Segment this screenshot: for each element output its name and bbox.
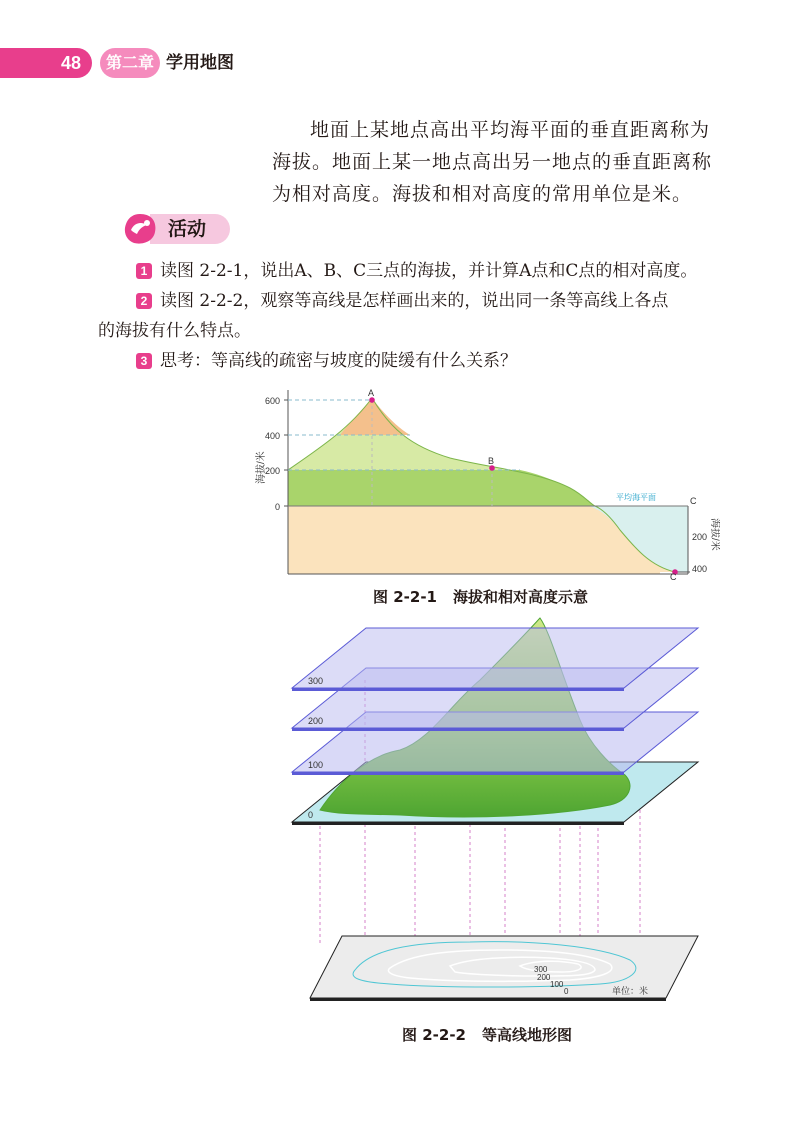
plane-200-edge <box>292 728 624 731</box>
point-c-label: C <box>670 572 677 580</box>
tick-label-400: 400 <box>264 431 280 441</box>
plane-100-edge <box>292 772 624 775</box>
header-accent-bar <box>0 48 50 78</box>
activity-label: 活动 <box>168 218 207 240</box>
intro-paragraph: 地面上某地点高出平均海平面的垂直距离称为海拔。地面上某一地点高出另一地点的垂直距离称为相对高度。海拔和相对高度的常用单位是米。 <box>272 119 713 205</box>
figure-2-caption <box>402 1024 572 1045</box>
activity-question-2 <box>136 286 736 316</box>
contour-label-200: 200 <box>537 973 551 982</box>
plane-label-0: 0 <box>308 810 314 820</box>
plane-label-200: 200 <box>308 716 324 726</box>
unit-label: 单位：米 <box>612 986 649 996</box>
figure-1-number: 图 2-2-1 <box>373 588 437 606</box>
sea-level-c-label: C <box>690 496 697 506</box>
point-a-marker <box>369 397 375 403</box>
contour-map-edge <box>310 998 666 1001</box>
band-0-200 <box>288 470 595 506</box>
activity-question-3 <box>136 346 736 376</box>
right-axis-label: 海拔/米 <box>709 518 720 551</box>
section-title: 学用地图 <box>166 53 234 73</box>
question-number: 3 <box>136 353 152 369</box>
question-text: 读图 2-2-2，观察等高线是怎样画出来的，说出同一条等高线上各点 <box>160 291 669 311</box>
left-axis-label: 海拔/米 <box>256 451 267 484</box>
tick-label-600: 600 <box>264 396 280 406</box>
plane-0-edge <box>292 822 624 825</box>
right-tick-label-400: 400 <box>692 564 708 574</box>
point-b-label: B <box>488 456 495 466</box>
activity-icon <box>122 212 158 246</box>
sea-level-label: 平均海平面 <box>616 493 656 502</box>
figure-1-caption <box>373 586 588 607</box>
activity-question-1 <box>136 256 736 286</box>
chapter-badge: 第二章 <box>100 48 160 78</box>
figure-2-title: 等高线地形图 <box>482 1026 573 1044</box>
plane-300-edge <box>292 688 624 691</box>
plane-label-300: 300 <box>308 676 324 686</box>
question-number: 1 <box>136 263 152 279</box>
figure-2-number: 图 2-2-2 <box>402 1026 466 1044</box>
figure-1-title: 海拔和相对高度示意 <box>453 588 589 606</box>
figure-elevation-diagram <box>250 388 720 580</box>
point-a-label: A <box>368 388 375 398</box>
right-tick-label-200: 200 <box>692 532 708 542</box>
question-text: 读图 2-2-1，说出A、B、C三点的海拔，并计算A点和C点的相对高度。 <box>160 261 698 281</box>
contour-label-0: 0 <box>564 987 569 996</box>
activity-question-2-continued: 的海拔有什么特点。 <box>98 321 251 341</box>
tick-label-200: 200 <box>264 466 280 476</box>
plane-label-100: 100 <box>308 760 324 770</box>
point-b-marker <box>489 465 495 471</box>
figure-contour-3d-diagram <box>280 610 710 1014</box>
contour-label-100: 100 <box>550 980 564 989</box>
question-text: 思考：等高线的疏密与坡度的陡缓有什么关系？ <box>160 351 517 371</box>
page-number: 48 <box>50 48 92 78</box>
contour-label-300: 300 <box>534 965 548 974</box>
tick-label-0: 0 <box>274 502 280 512</box>
question-number: 2 <box>136 293 152 309</box>
